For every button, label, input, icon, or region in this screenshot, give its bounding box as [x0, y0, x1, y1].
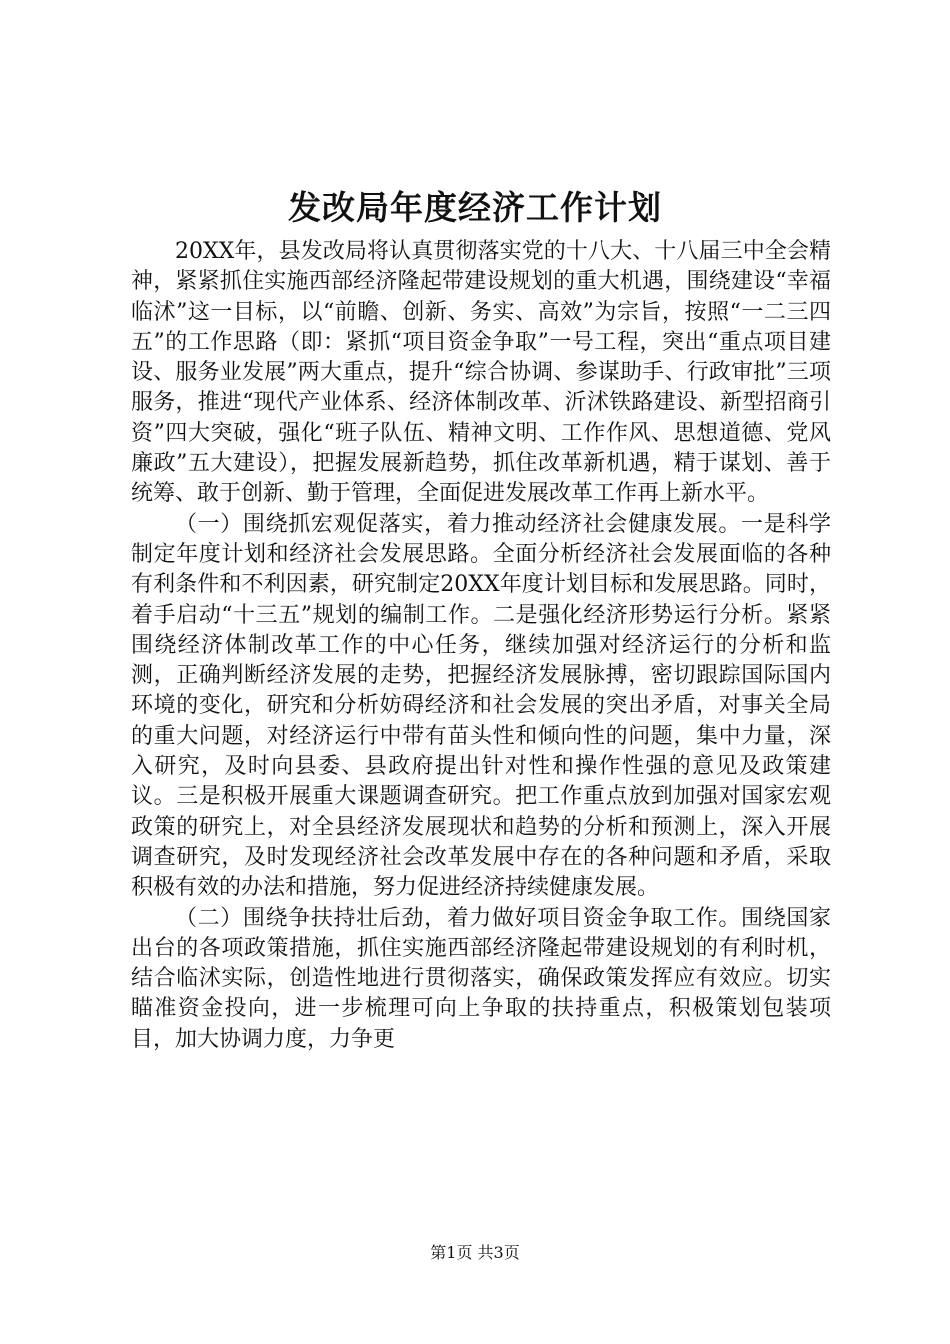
page-footer: 第1页 共3页	[430, 1243, 520, 1262]
document-body	[131, 237, 831, 1055]
paragraph-intro: 20XX年，县发改局将认真贯彻落实党的十八大、十八届三中全会精神，紧紧抓住实施西部经济隆起带建设规划的重大机遇，围绕建设“幸福临沭”这一目标，以“前瞻、创新、务实、高效”为宗旨，按照“一二三四五”的工作思路（即：紧抓“项目资金争取”一号工程，突出“重点项目建设、服务业发展”两大重点，提升“综合协调、参谋助手、行政审批”三项服务，推进“现代产业体系、经济体制改革、沂沭铁路建设、新型招商引资”四大突破，强化“班子队伍、精神文明、工作作风、思想道德、党风廉政”五大建设），把握发展新趋势，抓住改革新机遇，精于谋划、善于统筹、敢于创新、勤于管理，全面促进发展改革工作再上新水平。	[131, 239, 831, 507]
document-title: 发改局年度经济工作计划	[288, 188, 662, 227]
paragraph-section-2: （二）围绕争扶持壮后劲，着力做好项目资金争取工作。围绕国家出台的各项政策措施，抓住实施西部经济隆起带建设规划的有利时机，结合临沭实际，创造性地进行贯彻落实，确保政策发挥应有效应。切实瞄准资金投向，进一步梳理可向上争取的扶持重点，积极策划包装项目，加大协调力度，力争更	[131, 905, 831, 1052]
paragraph-section-1: （一）围绕抓宏观促落实，着力推动经济社会健康发展。一是科学制定年度计划和经济社会发展思路。全面分析经济社会发展面临的各种有利条件和不利因素，研究制定20XX年度计划目标和发展思路。同时，着手启动“十三五”规划的编制工作。二是强化经济形势运行分析。紧紧围绕经济体制改革工作的中心任务，继续加强对经济运行的分析和监测，正确判断经济发展的走势，把握经济发展脉搏，密切跟踪国际国内环境的变化，研究和分析妨碍经济和社会发展的突出矛盾，对事关全局的重大问题，对经济运行中带有苗头性和倾向性的问题，集中力量，深入研究，及时向县委、县政府提出针对性和操作性强的意见及政策建议。三是积极开展重大课题调查研究。把工作重点放到加强对国家宏观政策的研究上，对全县经济发展现状和趋势的分析和预测上，深入开展调查研究，及时发现经济社会改革发展中存在的各种问题和矛盾，采取积极有效的办法和措施，努力促进经济持续健康发展。	[131, 511, 831, 901]
